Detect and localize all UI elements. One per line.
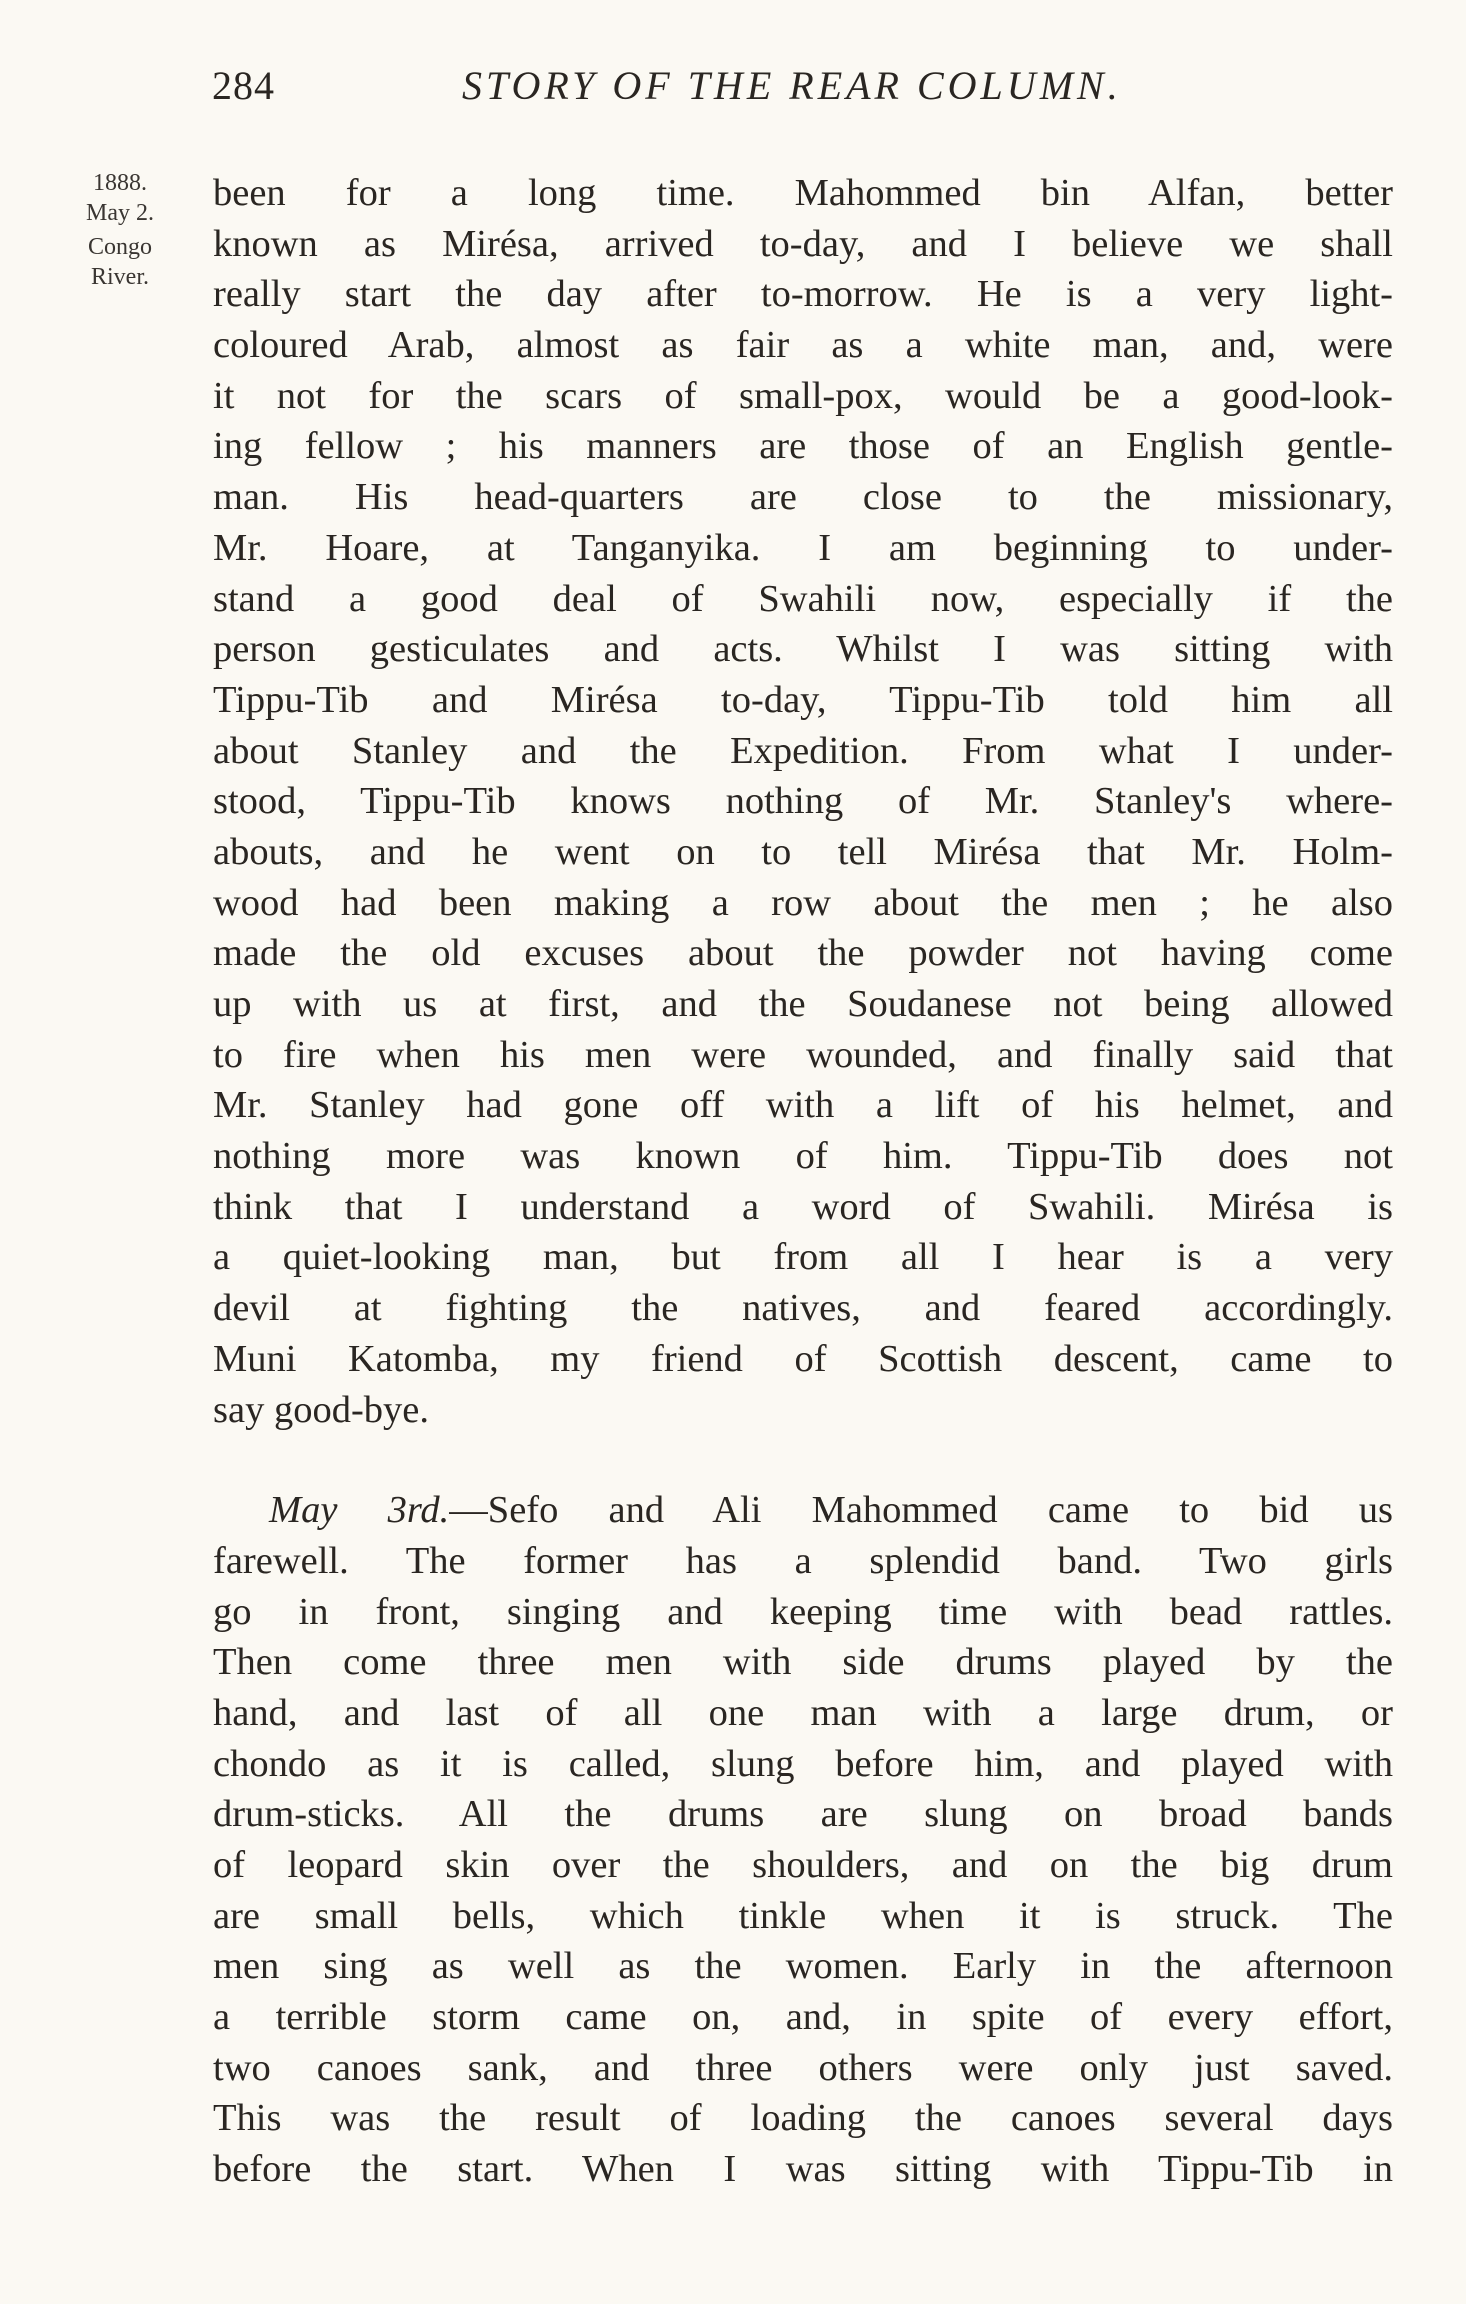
text-line: a quiet-looking man, but from all I hear is a very <box>213 1236 1393 1279</box>
text-line: Then come three men with side drums played by the <box>213 1641 1393 1684</box>
text-line: known as Mirésa, arrived to-day, and I believe we shall <box>213 222 1393 265</box>
text-line: go in front, singing and keeping time with bead rattles. <box>213 1590 1393 1633</box>
text-line: a terrible storm came on, and, in spite of every effort, <box>213 1996 1393 2039</box>
text-line: chondo as it is called, slung before him, and played with <box>213 1742 1393 1785</box>
text-line: person gesticulates and acts. Whilst I was sitting with <box>213 628 1393 671</box>
margin-note <box>50 168 190 292</box>
running-head <box>212 62 1392 122</box>
text-line: devil at fighting the natives, and feared accordingly. <box>213 1287 1393 1330</box>
margin-note-place: River. <box>91 264 149 290</box>
text-line: nothing more was known of him. Tippu-Tib does not <box>213 1135 1393 1178</box>
running-title: STORY OF THE REAR COLUMN. <box>462 63 1122 108</box>
page-number: 284 <box>212 63 275 108</box>
text-line: stood, Tippu-Tib knows nothing of Mr. Stanley's where- <box>213 780 1393 823</box>
text-line: about Stanley and the Expedition. From what I under- <box>213 729 1393 772</box>
text-line: Mr. Stanley had gone off with a lift of his helmet, and <box>213 1084 1393 1127</box>
text-line: This was the result of loading the canoes several days <box>213 2097 1393 2140</box>
text-line: wood had been making a row about the men ; he also <box>213 881 1393 924</box>
margin-note-year: 1888. <box>93 170 147 196</box>
text-line: hand, and last of all one man with a large drum, or <box>213 1691 1393 1734</box>
margin-note-date: May 2. <box>86 200 154 226</box>
text-line: stand a good deal of Swahili now, especially if the <box>213 577 1393 620</box>
text-line: really start the day after to-morrow. He is a very light- <box>213 273 1393 316</box>
entry-date: May 3rd. <box>269 1489 450 1532</box>
text-line: coloured Arab, almost as fair as a white man, and, were <box>213 324 1393 367</box>
text-line: been for a long time. Mahommed bin Alfan, better <box>213 172 1393 214</box>
text-line: are small bells, which tinkle when it is struck. The <box>213 1894 1393 1937</box>
paragraph-2 <box>213 1485 1393 2195</box>
paragraph-1 <box>213 168 1393 1435</box>
text-line: abouts, and he went on to tell Mirésa that Mr. Holm- <box>213 830 1393 873</box>
text-line <box>213 1485 1393 1536</box>
text-line: it not for the scars of small-pox, would be a good-look- <box>213 374 1393 417</box>
text-line: think that I understand a word of Swahili. Mirésa is <box>213 1185 1393 1228</box>
text-line: made the old excuses about the powder not having come <box>213 932 1393 975</box>
text-line: Muni Katomba, my friend of Scottish descent, came to <box>213 1337 1393 1380</box>
body-text <box>213 168 1393 2195</box>
text-line: of leopard skin over the shoulders, and on the big drum <box>213 1844 1393 1886</box>
text-line: ing fellow ; his manners are those of an English gentle- <box>213 425 1393 468</box>
text-line: to fire when his men were wounded, and finally said that <box>213 1033 1393 1076</box>
text-line: up with us at first, and the Soudanese not being allowed <box>213 983 1393 1025</box>
text-line: before the start. When I was sitting with Tippu-Tib in <box>213 2148 1393 2191</box>
text-line: man. His head-quarters are close to the missionary, <box>213 476 1393 519</box>
entry-first-line: —Sefo and Ali Mahommed came to bid us <box>449 1489 1393 1532</box>
text-line: Tippu-Tib and Mirésa to-day, Tippu-Tib told him all <box>213 678 1393 721</box>
text-line: two canoes sank, and three others were only just saved. <box>213 2046 1393 2089</box>
margin-note-place: Congo <box>87 234 152 260</box>
text-line: men sing as well as the women. Early in the afternoon <box>213 1945 1393 1988</box>
text-line: say good-bye. <box>213 1388 429 1431</box>
text-line: drum-sticks. All the drums are slung on broad bands <box>213 1793 1393 1836</box>
text-line: Mr. Hoare, at Tanganyika. I am beginning to under- <box>213 526 1393 569</box>
text-line: farewell. The former has a splendid band. Two girls <box>213 1539 1393 1582</box>
